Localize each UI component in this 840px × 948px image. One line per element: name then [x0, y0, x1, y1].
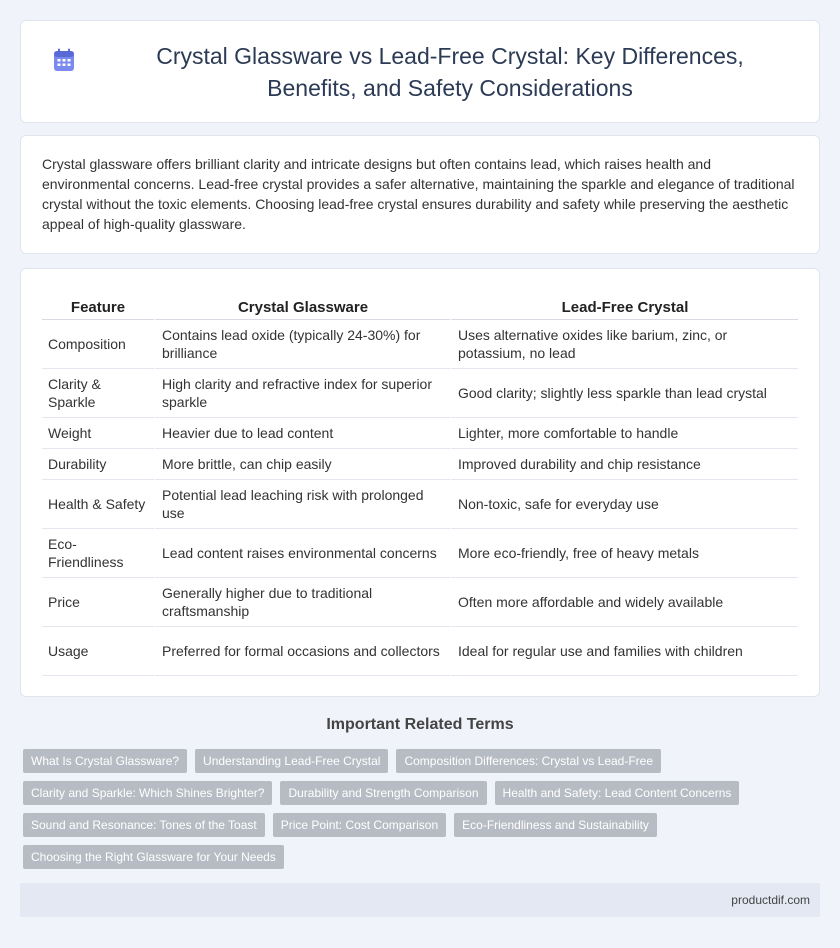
- lead-free-cell: More eco-friendly, free of heavy metals: [450, 529, 798, 578]
- crystal-cell: Preferred for formal occasions and collectors: [154, 627, 450, 676]
- footer-site-link[interactable]: productdif.com: [731, 893, 810, 907]
- table-row: [42, 627, 798, 676]
- related-term-tag[interactable]: Choosing the Right Glassware for Your Needs: [23, 845, 284, 869]
- table-row: [42, 320, 798, 369]
- table-header-feature: Feature: [42, 296, 154, 320]
- feature-cell: Usage: [42, 627, 154, 676]
- lead-free-cell: Improved durability and chip resistance: [450, 449, 798, 480]
- crystal-cell: Generally higher due to traditional craftsmanship: [154, 578, 450, 627]
- page-title: Crystal Glassware vs Lead-Free Crystal: Key Differences, Benefits, and Safety Considerations: [156, 42, 744, 101]
- lead-free-cell: Uses alternative oxides like barium, zinc, or potassium, no lead: [450, 320, 798, 369]
- feature-cell: Durability: [42, 449, 154, 480]
- feature-cell: Eco-Friendliness: [42, 529, 154, 578]
- related-terms-list: [23, 749, 783, 877]
- crystal-cell: Potential lead leaching risk with prolonged use: [154, 480, 450, 529]
- lead-free-cell: Non-toxic, safe for everyday use: [450, 480, 798, 529]
- table-row: [42, 369, 798, 418]
- related-term-tag[interactable]: Health and Safety: Lead Content Concerns: [495, 781, 740, 805]
- related-term-tag[interactable]: Composition Differences: Crystal vs Lead-Free: [396, 749, 661, 773]
- table-row: [42, 449, 798, 480]
- table-header-crystal: Crystal Glassware: [154, 296, 450, 320]
- related-term-tag[interactable]: Durability and Strength Comparison: [280, 781, 486, 805]
- related-term-tag[interactable]: Clarity and Sparkle: Which Shines Brighter?: [23, 781, 272, 805]
- crystal-cell: More brittle, can chip easily: [154, 449, 450, 480]
- related-term-tag[interactable]: Price Point: Cost Comparison: [273, 813, 446, 837]
- feature-cell: Price: [42, 578, 154, 627]
- crystal-cell: Contains lead oxide (typically 24-30%) for brilliance: [154, 320, 450, 369]
- header-card: [20, 20, 820, 123]
- feature-cell: Composition: [42, 320, 154, 369]
- related-terms-heading: Important Related Terms: [326, 716, 514, 733]
- lead-free-cell: Ideal for regular use and families with children: [450, 627, 798, 676]
- comparison-card: [20, 268, 820, 697]
- intro-paragraph: Crystal glassware offers brilliant clarity and intricate designs but often contains lead, which raises health and environmental concerns. Lead-free crystal provides a safer alternative, maintaining the sparkle and elegance of traditional crystal without the toxic elements. Choosing lead-free crystal ensures durability and safety while preserving the aesthetic appeal of high-quality glassware.: [42, 156, 795, 232]
- intro-card: [20, 135, 820, 254]
- table-row: [42, 529, 798, 578]
- related-term-tag[interactable]: Understanding Lead-Free Crystal: [195, 749, 388, 773]
- table-row: [42, 578, 798, 627]
- related-term-tag[interactable]: Sound and Resonance: Tones of the Toast: [23, 813, 265, 837]
- lead-free-cell: Good clarity; slightly less sparkle than lead crystal: [450, 369, 798, 418]
- crystal-cell: Heavier due to lead content: [154, 418, 450, 449]
- footer: [20, 883, 820, 917]
- table-row: [42, 418, 798, 449]
- table-row: [42, 480, 798, 529]
- crystal-cell: Lead content raises environmental concerns: [154, 529, 450, 578]
- lead-free-cell: Often more affordable and widely available: [450, 578, 798, 627]
- related-term-tag[interactable]: What Is Crystal Glassware?: [23, 749, 187, 773]
- feature-cell: Health & Safety: [42, 480, 154, 529]
- comparison-table: [42, 296, 798, 676]
- lead-free-cell: Lighter, more comfortable to handle: [450, 418, 798, 449]
- feature-cell: Weight: [42, 418, 154, 449]
- table-header-lead-free: Lead-Free Crystal: [450, 296, 798, 320]
- crystal-cell: High clarity and refractive index for superior sparkle: [154, 369, 450, 418]
- feature-cell: Clarity & Sparkle: [42, 369, 154, 418]
- related-term-tag[interactable]: Eco-Friendliness and Sustainability: [454, 813, 657, 837]
